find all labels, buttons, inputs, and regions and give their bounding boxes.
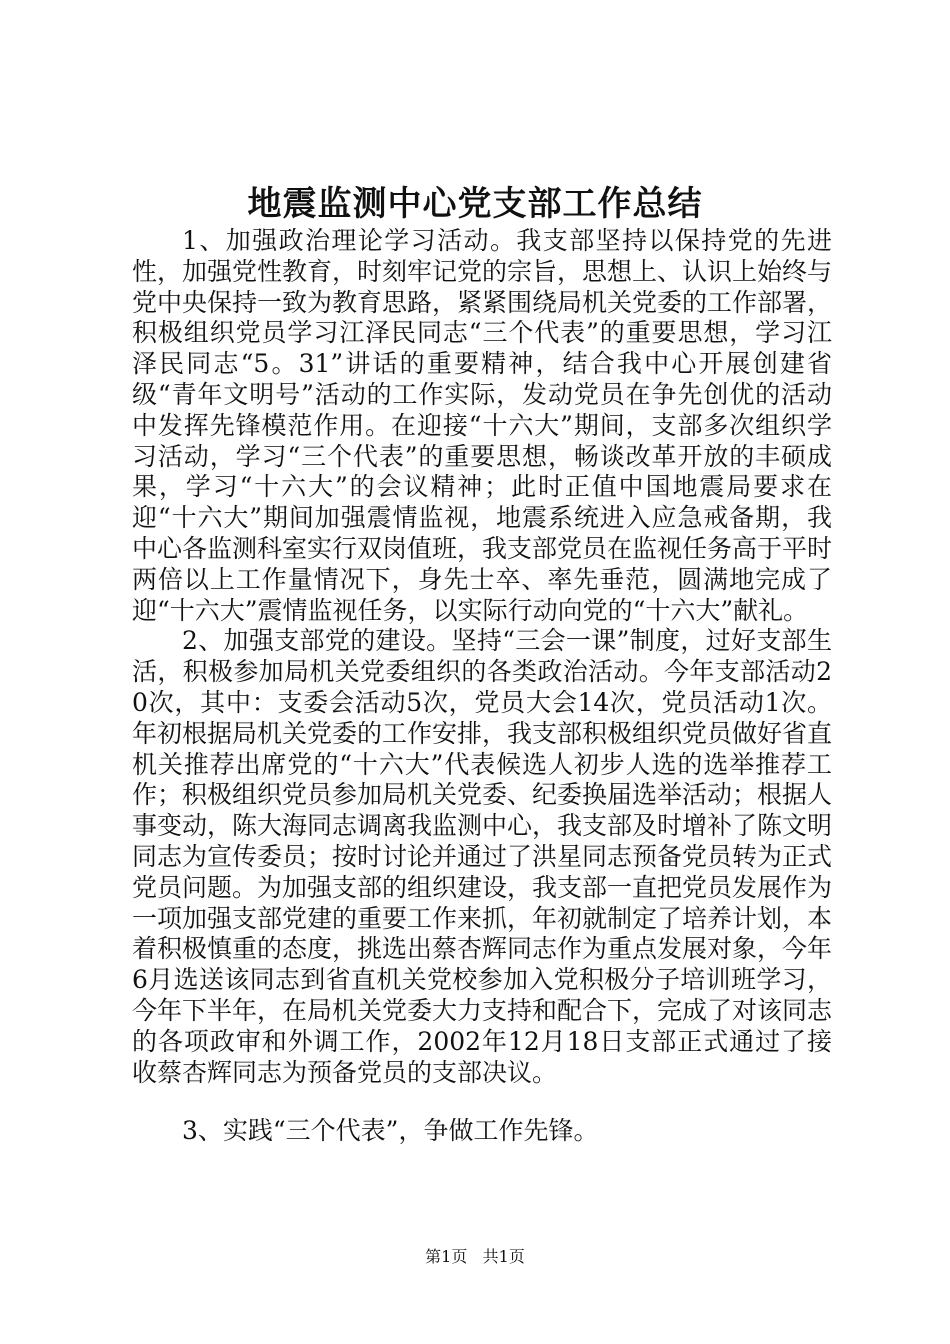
paragraph-2: 2、加强支部党的建设。坚持“三会一课”制度，过好支部生活，积极参加局机关党委组织的各类政治活动。今年支部活动20次，其中：支委会活动5次，党员大会14次，党员活动1次。年初根据局机关党委的工作安排，我支部积极组织党员做好省直机关推荐出席党的“十六大”代表候选人初步人选的选举推荐工作；积极组织党员参加局机关党委、纪委换届选举活动；根据人事变动，陈大海同志调离我监测中心，我支部及时增补了陈文明同志为宣传委员；按时讨论并通过了洪星同志预备党员转为正式党员问题。为加强支部的组织建设，我支部一直把党员发展作为一项加强支部党建的重要工作来抓，年初就制定了培养计划，本着积极慎重的态度，挑选出蔡杏辉同志作为重点发展对象，今年6月选送该同志到省直机关党校参加入党积极分子培训班学习，今年下半年，在局机关党委大力支持和配合下，完成了对该同志的各项政审和外调工作，2002年12月18日支部正式通过了接收蔡杏辉同志为预备党员的支部决议。 bbox=[132, 626, 833, 1087]
page-separator bbox=[472, 1247, 477, 1266]
page-number: 第1页 bbox=[425, 1247, 468, 1266]
document-title: 地震监测中心党支部工作总结 bbox=[247, 184, 703, 224]
document-body bbox=[132, 226, 832, 1147]
paragraph-1: 1、加强政治理论学习活动。我支部坚持以保持党的先进性，加强党性教育，时刻牢记党的宗旨，思想上、认识上始终与党中央保持一致为教育思路，紧紧围绕局机关党委的工作部署，积极组织党员学习江泽民同志“三个代表”的重要思想，学习江泽民同志“5。31”讲话的重要精神，结合我中心开展创建省级“青年文明号”活动的工作实际，发动党员在争先创优的活动中发挥先锋模范作用。在迎接“十六大”期间，支部多次组织学习活动，学习“三个代表”的重要思想，畅谈改革开放的丰硕成果，学习“十六大”的会议精神；此时正值中国地震局要求在迎“十六大”期间加强震情监视，地震系统进入应急戒备期，我中心各监测科室实行双岗值班，我支部党员在监视任务高于平时两倍以上工作量情况下，身先士卒、率先垂范，圆满地完成了迎“十六大”震情监视任务，以实际行动向党的“十六大”献礼。 bbox=[132, 226, 833, 625]
paragraph-3: 3、实践“三个代表”，争做工作先锋。 bbox=[182, 1116, 599, 1146]
page-footer bbox=[0, 1246, 950, 1268]
page-total: 共1页 bbox=[482, 1247, 525, 1266]
